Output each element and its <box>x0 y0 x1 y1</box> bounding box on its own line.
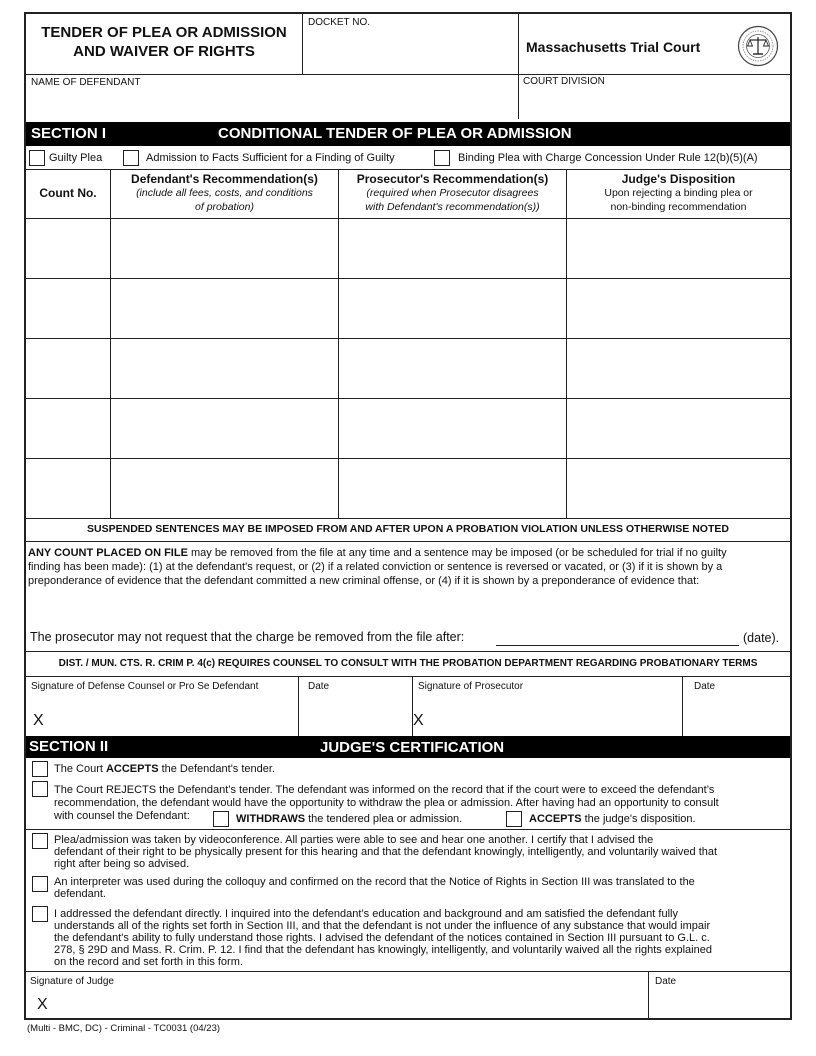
defendant-recommendation-cell[interactable] <box>111 399 338 458</box>
interp-line-1: An interpreter was used during the colloquy and confirmed on the record that the Notice of Rights in Section III was translated to the <box>54 876 695 888</box>
addr-line-1: I addressed the defendant directly. I inquired into the defendant’s education and background and am satisfied the defendant fully <box>54 908 678 920</box>
prosecutor-date-field[interactable] <box>683 694 789 735</box>
on-file-line-1: may be removed from the file at any time and a sentence may be imposed (or be scheduled for trial if no guilty <box>187 547 727 559</box>
section-1-number: SECTION I <box>31 125 107 142</box>
count-no-cell[interactable] <box>26 459 110 518</box>
table-row <box>26 459 790 518</box>
video-line-1: Plea/admission was taken by videoconference. All parties were able to see and hear one another. I certify that I advised the <box>54 834 654 846</box>
court-name: Massachusetts Trial Court <box>526 39 701 55</box>
form-title-line1: TENDER OF PLEA OR ADMISSION <box>41 24 287 41</box>
judge-disp-note-1: Upon rejecting a binding plea or <box>604 187 753 199</box>
suspended-sentences-note: SUSPENDED SENTENCES MAY BE IMPOSED FROM AND AFTER UPON A PROBATION VIOLATION UNLESS OTHERWISE NOTED <box>87 523 729 535</box>
judge-disposition-cell[interactable] <box>567 219 790 278</box>
videoconference-checkbox[interactable] <box>32 833 48 849</box>
removal-date-field[interactable] <box>496 630 739 646</box>
judge-disposition-cell[interactable] <box>567 279 790 338</box>
count-no-cell[interactable] <box>26 339 110 398</box>
accepts-disposition-checkbox[interactable] <box>506 811 522 827</box>
pros-rec-note-2: with Defendant's recommendation(s)) <box>365 201 540 213</box>
table-row <box>26 339 790 398</box>
table-row <box>26 399 790 458</box>
count-no-cell[interactable] <box>26 219 110 278</box>
judge-disposition-header <box>567 172 790 214</box>
judge-signature-field[interactable] <box>27 988 647 1020</box>
interp-line-2: defendant. <box>54 888 106 900</box>
pros-rec-note-1: (required when Prosecutor disagrees <box>366 187 539 199</box>
accept-bold: ACCEPTS <box>105 763 159 775</box>
defendant-recommendation-cell[interactable] <box>111 459 338 518</box>
date-suffix: (date). <box>743 631 780 645</box>
court-seal-icon <box>737 25 779 67</box>
videoconference-text <box>54 834 788 870</box>
addr-line-4: 278, § 29D and Mass. R. Crim. P. 12. I find that the defendant has knowingly, intelligently, and voluntarily waived all the rights explained <box>54 944 712 956</box>
judge-disposition-cell[interactable] <box>567 339 790 398</box>
section-1-title: CONDITIONAL TENDER OF PLEA OR ADMISSION <box>218 125 572 142</box>
section-2-header <box>26 736 790 758</box>
tender-of-plea-form <box>24 12 792 1020</box>
addr-line-5: on the record and set forth in this form. <box>54 956 243 968</box>
addressed-defendant-text <box>54 908 788 968</box>
defendant-recommendation-cell[interactable] <box>111 339 338 398</box>
defendant-name-field[interactable] <box>27 88 517 119</box>
addressed-defendant-checkbox[interactable] <box>32 906 48 922</box>
defense-date-field[interactable] <box>299 694 411 735</box>
admission-checkbox[interactable] <box>123 150 139 166</box>
withdraws-post: the tendered plea or admission. <box>305 813 463 825</box>
section-2-title: JUDGE'S CERTIFICATION <box>320 739 505 756</box>
table-row <box>26 279 790 338</box>
on-file-line-2: finding has been made): (1) at the defendant's request, or (2) if a related conviction or sentence is reversed or vacated, or (3) if it is shown by a <box>28 561 723 573</box>
reject-line-2: recommendation, the defendant would have the opportunity to withdraw the plea or admission. After having had an opportunity to consult <box>54 797 719 809</box>
judge-disposition-cell[interactable] <box>567 399 790 458</box>
binding-plea-checkbox[interactable] <box>434 150 450 166</box>
accept-post: the Defendant's tender. <box>158 763 275 775</box>
defendant-recommendation-cell[interactable] <box>111 219 338 278</box>
form-footer: (Multi - BMC, DC) - Criminal - TC0031 (04/23) <box>27 1023 221 1034</box>
judge-disp-note-2: non-binding recommendation <box>610 201 747 213</box>
accepts-bold: ACCEPTS <box>529 813 582 825</box>
on-file-bold: ANY COUNT PLACED ON FILE <box>28 547 188 559</box>
prosecutor-recommendation-cell[interactable] <box>339 399 566 458</box>
count-no-header: Count No. <box>39 186 97 200</box>
table-row <box>26 219 790 278</box>
accept-pre: The Court <box>54 763 106 775</box>
reject-line-3: with counsel the Defendant: <box>54 810 190 822</box>
defense-signature-label: Signature of Defense Counsel or Pro Se Defendant <box>31 681 259 692</box>
def-rec-note-2: of probation) <box>195 201 254 213</box>
withdraws-checkbox[interactable] <box>213 811 229 827</box>
docket-number-field[interactable] <box>303 28 517 73</box>
prosecutor-signature-label: Signature of Prosecutor <box>418 681 524 692</box>
defendant-recommendation-header <box>111 172 338 214</box>
defendant-name-label: NAME OF DEFENDANT <box>31 77 141 88</box>
video-line-3: right after being so advised. <box>54 858 190 870</box>
prosecutor-recommendation-cell[interactable] <box>339 279 566 338</box>
section-2-number: SECTION II <box>29 738 109 755</box>
guilty-plea-checkbox[interactable] <box>29 150 45 166</box>
form-title <box>26 23 302 61</box>
count-no-cell[interactable] <box>26 399 110 458</box>
judge-signature-label: Signature of Judge <box>30 976 114 987</box>
count-on-file-paragraph <box>28 546 788 588</box>
binding-plea-label: Binding Plea with Charge Concession Under Rule 12(b)(5)(A) <box>458 152 758 164</box>
court-accepts-checkbox[interactable] <box>32 761 48 777</box>
accepts-post: the judge's disposition. <box>581 813 696 825</box>
court-accepts-text <box>54 763 275 775</box>
accepts-disposition-text <box>529 813 696 825</box>
prosecutor-removal-text: The prosecutor may not request that the charge be removed from the file after: <box>30 630 465 644</box>
addr-line-3: the defendant's ability to fully understand those rights. I advised the defendant of the notices contained in Section III pursuant to G.L. c. <box>54 932 710 944</box>
court-division-label: COURT DIVISION <box>523 76 605 87</box>
prosecutor-date-label: Date <box>694 681 716 692</box>
withdraws-bold: WITHDRAWS <box>236 813 306 825</box>
defense-signature-field[interactable] <box>27 694 297 735</box>
interpreter-text <box>54 876 788 900</box>
section-1-header <box>26 122 790 146</box>
prosecutor-recommendation-cell[interactable] <box>339 219 566 278</box>
video-line-2: defendant of their right to be physically present for this hearing and that the defendant knowingly, intelligently, and voluntarily waived that <box>54 846 718 858</box>
prosecutor-recommendation-header <box>339 172 566 214</box>
judge-disp-title: Judge's Disposition <box>621 172 736 186</box>
defendant-recommendation-cell[interactable] <box>111 279 338 338</box>
on-file-line-3: preponderance of evidence that the defendant committed a new criminal offense, or (4) if it is shown by a preponderance of evidence that: <box>28 575 700 587</box>
judge-date-label: Date <box>655 976 677 987</box>
prosecutor-recommendation-cell[interactable] <box>339 459 566 518</box>
defense-date-label: Date <box>308 681 330 692</box>
signature-x-mark: X <box>33 712 44 729</box>
guilty-plea-label: Guilty Plea <box>49 152 103 164</box>
signature-x-mark: X <box>37 996 48 1013</box>
prosecutor-recommendation-cell[interactable] <box>339 339 566 398</box>
judge-disposition-cell[interactable] <box>567 459 790 518</box>
probation-counsel-note: DIST. / MUN. CTS. R. CRIM P. 4(c) REQUIRES COUNSEL TO CONSULT WITH THE PROBATION DEPARTMENT REGARDING PROBATIONARY TERMS <box>58 658 758 669</box>
signature-x-mark: X <box>413 712 424 729</box>
judge-date-field[interactable] <box>649 988 789 1020</box>
addr-line-2: understands all of the rights set forth in Section III, and that the defendant is not under the influence of any substance that would impair <box>54 920 711 932</box>
def-rec-title: Defendant's Recommendation(s) <box>131 172 318 186</box>
pros-rec-title: Prosecutor's Recommendation(s) <box>356 172 549 186</box>
court-division-field[interactable] <box>519 88 789 119</box>
docket-label: DOCKET NO. <box>308 17 371 28</box>
interpreter-checkbox[interactable] <box>32 876 48 892</box>
def-rec-note-1: (include all fees, costs, and conditions <box>136 187 313 199</box>
count-no-cell[interactable] <box>26 279 110 338</box>
withdraws-text <box>236 813 462 825</box>
court-rejects-checkbox[interactable] <box>32 781 48 797</box>
form-title-line2: AND WAIVER OF RIGHTS <box>73 43 255 60</box>
admission-label: Admission to Facts Sufficient for a Finding of Guilty <box>146 152 395 164</box>
prosecutor-signature-field[interactable] <box>413 694 681 735</box>
reject-line-1: The Court REJECTS the Defendant’s tender. The defendant was informed on the record that if the court were to exceed the defendant’s <box>54 784 715 796</box>
